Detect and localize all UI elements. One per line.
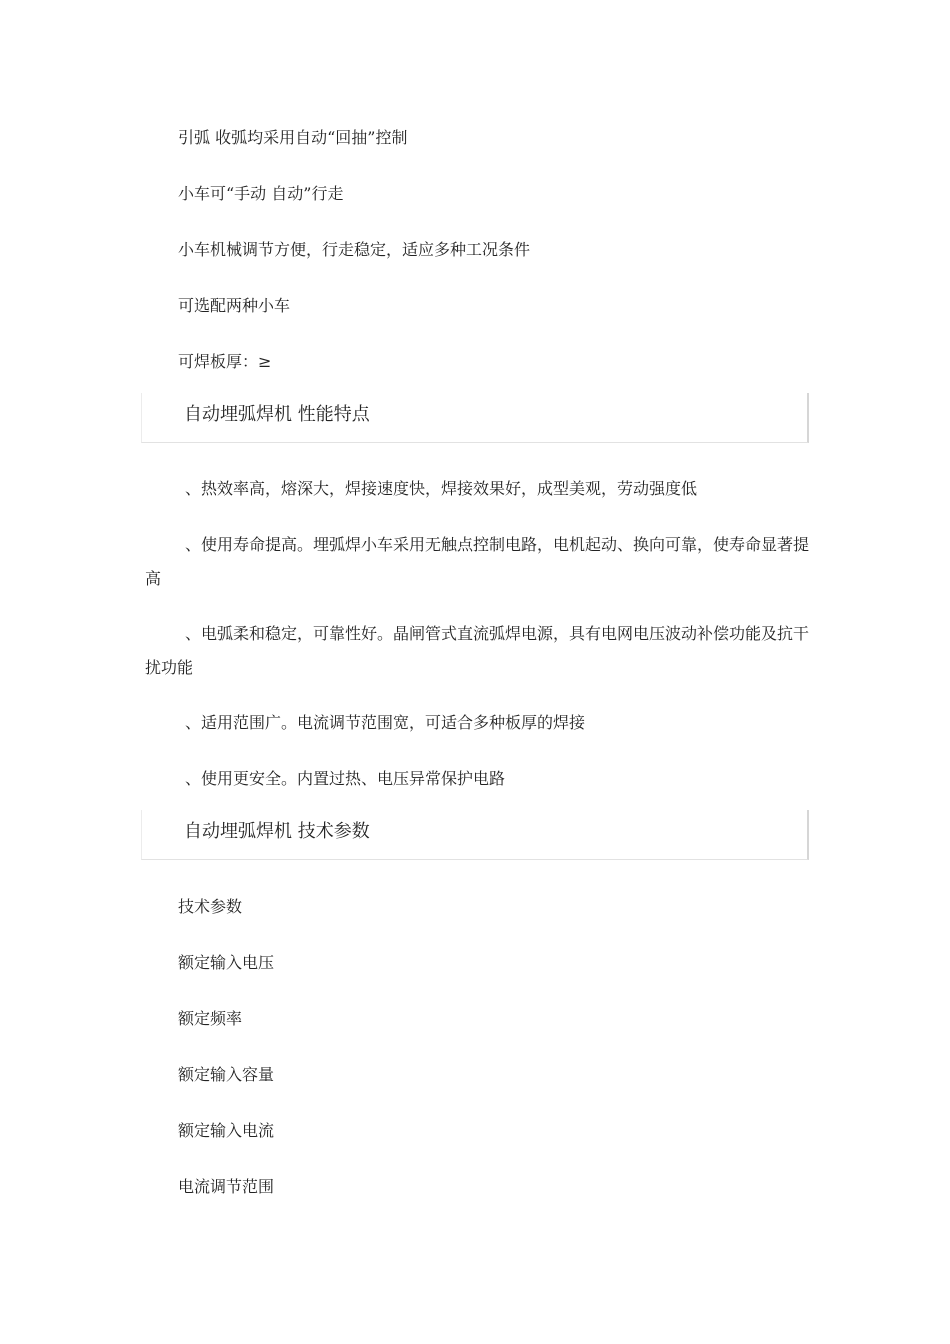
param-item: 额定输入电流 xyxy=(178,1121,275,1140)
intro-line: 引弧 收弧均采用自动“回抽”控制 xyxy=(178,128,408,147)
param-item: 额定输入电压 xyxy=(178,953,275,972)
param-item: 额定频率 xyxy=(178,1009,243,1028)
intro-line: 可选配两种小车 xyxy=(178,296,291,315)
feature-item: 、热效率高，熔深大，焊接速度快，焊接效果好，成型美观，劳动强度低 xyxy=(185,479,698,498)
feature-item: 、使用寿命提高。埋弧焊小车采用无触点控制电路，电机起动、换向可靠，使寿命显著提高 xyxy=(145,535,810,588)
section-heading-features xyxy=(141,393,809,443)
feature-item: 、适用范围广。电流调节范围宽，可适合多种板厚的焊接 xyxy=(185,713,586,732)
section-heading-params xyxy=(141,810,809,860)
param-item: 技术参数 xyxy=(178,897,243,916)
section-title: 自动埋弧焊机 性能特点 xyxy=(184,404,370,425)
intro-line: 小车可“手动 自动”行走 xyxy=(178,184,344,203)
param-item: 额定输入容量 xyxy=(178,1065,275,1084)
intro-line: 小车机械调节方便，行走稳定，适应多种工况条件 xyxy=(178,240,531,259)
param-item: 电流调节范围 xyxy=(178,1177,275,1196)
intro-line: 可焊板厚：≥ xyxy=(178,352,272,371)
feature-item: 、使用更安全。内置过热、电压异常保护电路 xyxy=(185,769,506,788)
feature-item: 、电弧柔和稳定，可靠性好。晶闸管式直流弧焊电源，具有电网电压波动补偿功能及抗干扰功能 xyxy=(145,624,810,677)
section-title: 自动埋弧焊机 技术参数 xyxy=(184,821,370,842)
